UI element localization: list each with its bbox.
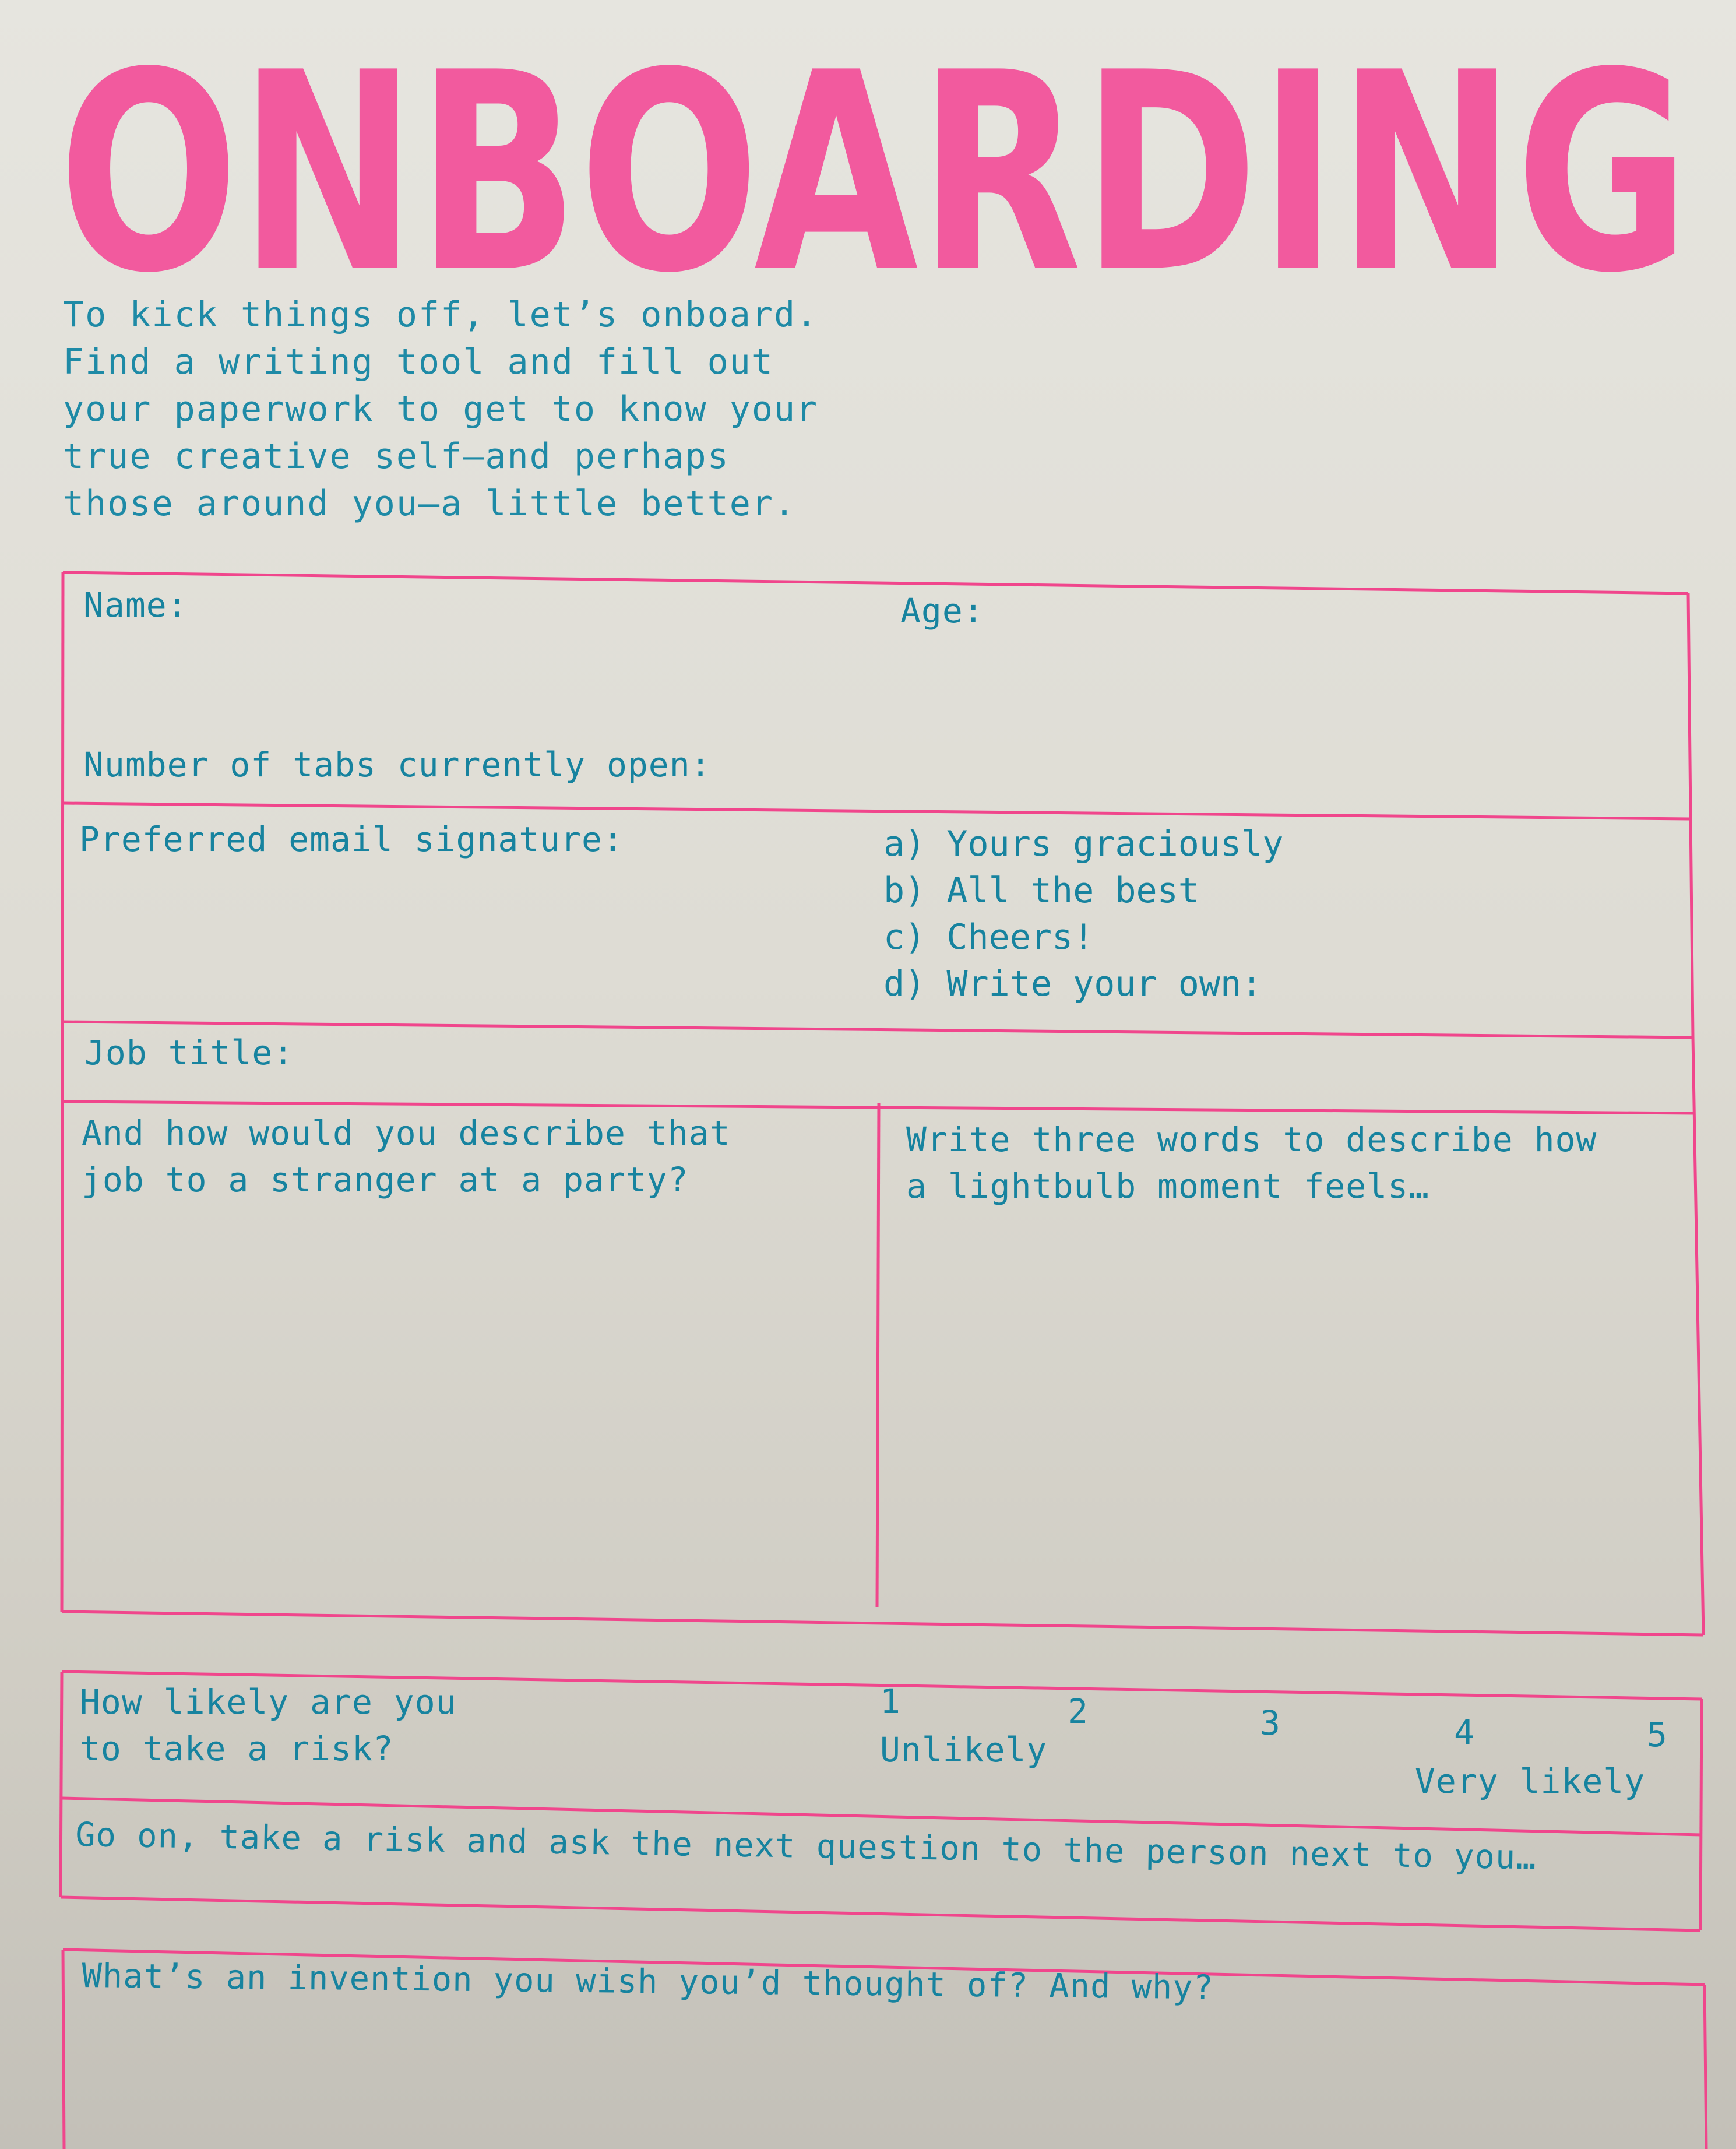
risk-scale-1[interactable]: 1 — [880, 1682, 900, 1721]
job-title-label: Job title: — [84, 1033, 294, 1072]
risk-scale-4[interactable]: 4 — [1454, 1712, 1474, 1752]
form-box-top-edge — [63, 572, 1688, 593]
form-box-left-edge — [62, 572, 63, 1612]
lightbulb-moment-prompt: Write three words to describe how a lightbulb moment feels… — [906, 1120, 1597, 1206]
describe-job-prompt: And how would you describe that job to a stranger at a party? — [82, 1113, 731, 1200]
invention-box-right-edge — [1705, 1985, 1706, 2149]
risk-instruction: Go on, take a risk and ask the next question to the person next to you… — [75, 1815, 1537, 1877]
email-option-b[interactable]: b) All the best — [883, 870, 1199, 911]
risk-box-bottom-edge — [61, 1897, 1700, 1930]
email-option-a[interactable]: a) Yours graciously — [883, 824, 1284, 864]
email-signature-label: Preferred email signature: — [79, 819, 624, 859]
divider-after-email-row — [63, 1022, 1693, 1037]
form-box-bottom-edge — [62, 1612, 1703, 1635]
email-option-d[interactable]: d) Write your own: — [883, 963, 1263, 1004]
risk-scale-2[interactable]: 2 — [1068, 1691, 1088, 1731]
name-label: Name: — [83, 585, 188, 625]
risk-scale-3[interactable]: 3 — [1260, 1703, 1280, 1743]
risk-scale-5[interactable]: 5 — [1647, 1715, 1667, 1754]
risk-box-left-edge — [61, 1672, 62, 1897]
tabs-open-label: Number of tabs currently open: — [83, 745, 712, 785]
intro-paragraph: To kick things off, let’s onboard. Find a writing tool and fill out your paperwork to get to know your true creative self–and perhaps those around you–a little better. — [63, 294, 819, 524]
prompt-column-divider — [877, 1103, 879, 1607]
invention-question: What’s an invention you wish you’d thought of? And why? — [82, 1956, 1214, 2007]
email-option-c[interactable]: c) Cheers! — [883, 917, 1094, 958]
risk-question: How likely are you to take a risk? — [80, 1682, 457, 1768]
title-text: ONBOARDING — [58, 23, 1690, 303]
risk-scale-high-label: Very likely — [1415, 1761, 1646, 1801]
risk-scale-low-label: Unlikely — [880, 1730, 1048, 1770]
risk-box-right-edge — [1700, 1699, 1702, 1930]
age-label: Age: — [900, 591, 984, 631]
invention-box-left-edge — [63, 1950, 64, 2149]
